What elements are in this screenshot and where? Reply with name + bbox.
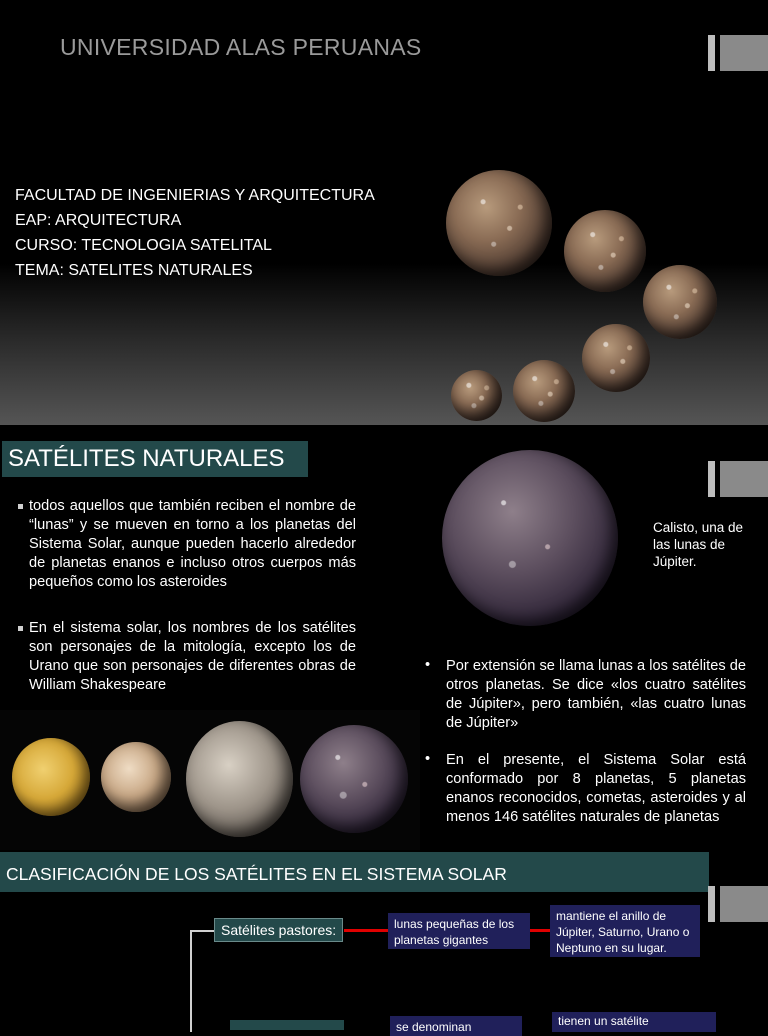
galilean-moons-image — [0, 710, 420, 850]
moon-image — [451, 370, 502, 421]
slide-title: SATÉLITES NATURALES — [8, 445, 285, 472]
topic-line: TEMA: SATELITES NATURALES — [15, 262, 253, 279]
connector-line — [530, 929, 550, 932]
paragraph-solar-system: En el presente, el Sistema Solar está conformado por 8 planetas, 5 planetas enanos reconocidos, cometas, asteroides y al menos 146 satélites naturales de planetas — [446, 752, 746, 825]
bullet-mark: • — [425, 657, 431, 673]
callisto-caption: Calisto, una de las lunas de Júpiter. — [653, 520, 744, 569]
faculty-line: FACULTAD DE INGENIERIAS Y ARQUITECTURA — [15, 187, 375, 204]
connector-line — [344, 929, 388, 932]
moon-image — [446, 170, 552, 276]
slide-corner-decoration — [708, 35, 768, 71]
next-description-node: se denominan — [390, 1016, 522, 1036]
europa-moon-image — [101, 742, 171, 812]
slide-corner-decoration — [708, 461, 768, 497]
bullet-mark: • — [425, 751, 431, 767]
shepherd-description-node: lunas pequeñas de los planetas gigantes — [388, 913, 530, 949]
school-line: EAP: ARQUITECTURA — [15, 212, 182, 229]
shepherd-detail-node: mantiene el anillo de Júpiter, Saturno, Urano o Neptuno en su lugar. — [550, 905, 700, 957]
moon-image — [643, 265, 717, 339]
slide-title: CLASIFICACIÓN DE LOS SATÉLITES EN EL SISTEMA SOLAR — [6, 864, 507, 884]
paragraph-names: En el sistema solar, los nombres de los satélites son personajes de la mitología, excepto los de Urano que son personajes de diferentes obras de William Shakespeare — [29, 619, 356, 695]
tree-connector — [190, 932, 192, 1032]
moon-image — [582, 324, 650, 392]
paragraph-lunas: Por extensión se llama lunas a los satélites de otros planetas. Se dice «los cuatro satélites de Júpiter», pero también, «las cuatro lunas de Júpiter» — [446, 658, 746, 731]
paragraph-definition: todos aquellos que también reciben el nombre de “lunas” y se mueven en torno a los planetas del Sistema Solar, aunque pueden hacerlo alrededor de planetas enanos e incluso otros cuerpos más pequeños como los asteroides — [29, 497, 356, 592]
shepherd-satellites-node: Satélites pastores: — [214, 918, 343, 942]
title-slide — [0, 0, 768, 425]
moon-image — [513, 360, 575, 422]
callisto-moon-image — [300, 725, 408, 833]
course-info — [15, 183, 375, 283]
course-line: CURSO: TECNOLOGIA SATELITAL — [15, 237, 272, 254]
tree-connector — [190, 930, 214, 932]
next-category-node — [230, 1020, 344, 1030]
io-moon-image — [12, 738, 90, 816]
natural-satellites-slide — [0, 425, 768, 850]
university-title: UNIVERSIDAD ALAS PERUANAS — [60, 34, 422, 60]
moon-image — [564, 210, 646, 292]
slide-corner-decoration — [708, 886, 768, 922]
slide-title-box — [0, 852, 709, 892]
ganymede-moon-image — [186, 721, 293, 837]
callisto-image — [442, 450, 618, 626]
classification-slide — [0, 850, 768, 1034]
next-detail-node: tienen un satélite — [552, 1012, 716, 1032]
slide-title-box — [2, 441, 308, 477]
